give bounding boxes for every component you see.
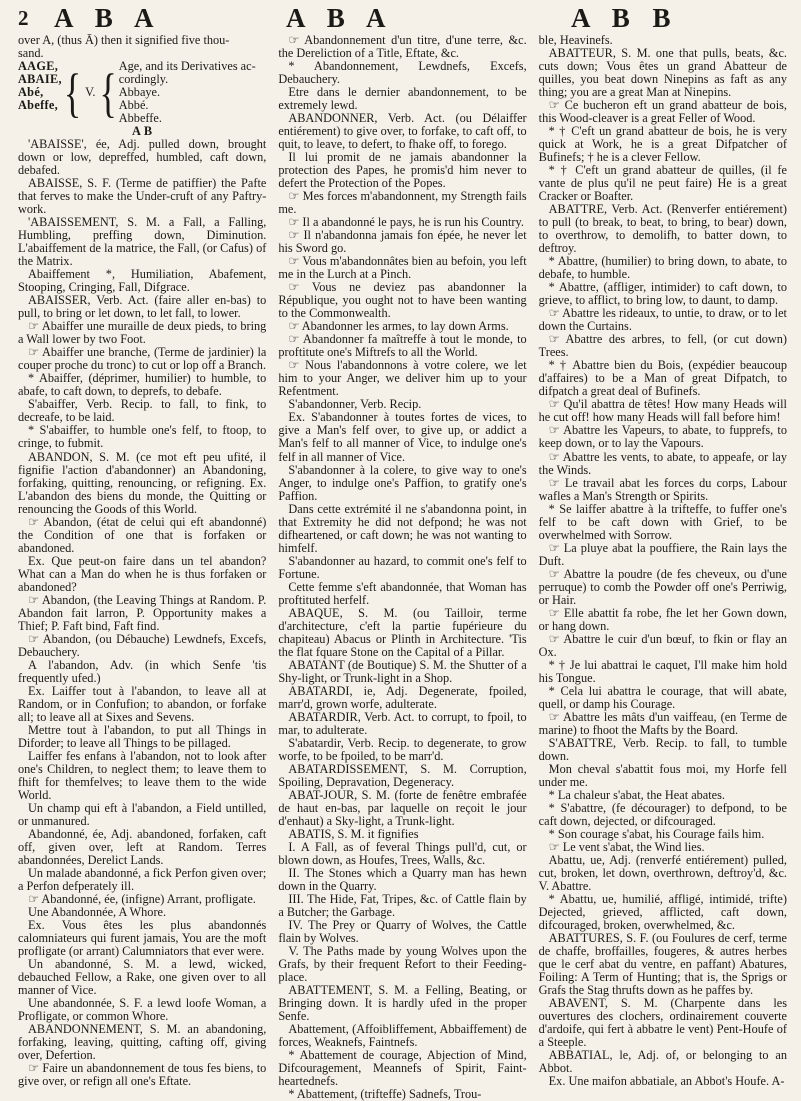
dictionary-entry: S'abatardir, Verb. Recip. to degenerate, to grow worfe, to be fpoiled, to be marr'd. [278,735,527,763]
cross-reference-group [18,60,266,125]
dictionary-entry: ☞ Vous m'abandonnâtes bien au befoin, you left me in the Lurch at a Pinch. [278,254,527,282]
entry-continuation: over A, (thus Ā) then it signified five thou- [18,33,230,47]
dictionary-entry: ☞ Abattre la poudre (de fes cheveux, ou d'une perruque) to comb the Powder off one's Perriwig, or Hair. [538,566,787,607]
brace-term: Abbaye. [118,85,161,100]
dictionary-entry: ☞ Abandonnement d'un titre, d'une terre, &c. the Dereliction of a Title, Eftate, &c. [278,33,527,61]
dictionary-entry: * Abattement, (trifteffe) Sadnefs, Trou- [288,1087,482,1101]
entry-continuation: sand. [18,46,44,61]
dictionary-entry: ABATARDISSEMENT, S. M. Corruption, Spoiling, Depravation, Degeneracy. [278,761,527,789]
brace-symbol: { [63,62,82,123]
dictionary-entry: ABATIS, S. M. it fignifies [288,826,419,841]
dictionary-entry: ABATARDIR, Verb. Act. to corrupt, to fpoil, to mar, to adulterate. [278,709,527,737]
dictionary-entry: * Abaiffer, (déprimer, humilier) to humble, to abafe, to caft down, to deprefs, to debafe. [18,371,267,399]
dictionary-entry: Abaiffement *, Humiliation, Abafement, Stooping, Cringing, Fall, Difgrace. [18,267,267,295]
dictionary-entry: ABATTEMENT, S. M. a Felling, Beating, or Bringing down. It is hardly ufed in the proper Senfe. [278,983,527,1024]
dictionary-entry: S'abandonner, Verb. Recip. [288,397,422,412]
dictionary-entry: 'ABAISSEMENT, S. M. a Fall, a Falling, Humbling, preffing down, Diminution. L'abaiffement de la matrice, the Fall, (or Cafus) of the Matrix. [18,215,267,269]
brace-right-terms [119,60,256,125]
brace-symbol: { [99,62,117,123]
dictionary-entry: * Abandonnement, Lewdnefs, Excefs, Debauchery. [278,59,527,87]
brace-term: Abbé. [118,98,149,113]
running-head-center: A B A [286,3,394,33]
dictionary-entry: ☞ Il a abandonné le pays, he is run his Country. [288,215,524,230]
brace-term: Abbeffe. [118,111,162,126]
dictionary-entry: Abattu, ue, Adj. (renverfé entiérement) pulled, cut, broken, let down, overthrown, deftroy'd, &c. V. Abattre. [538,852,787,894]
dictionary-entry: S'abaiffer, Verb. Recip. to fall, to fink, to decreafe, to be laid. [18,397,267,425]
dictionary-entry: S'abandonner au hazard, to commit one's felf to Fortune. [278,553,527,581]
dictionary-entry: ABATTRE, Verb. Act. (Renverfer entiérement) to pull (to break, to beat, to bring, to bear) down, to overthrow, to demolifh, to batter down, to deftroy. [538,202,787,256]
dictionary-entry: ☞ Nous l'abandonnons à votre colere, we let him to your Anger, we deliver him up to your Refentment. [278,358,527,399]
dictionary-entry: Abattement, (Affoibliffement, Abbaiffement) de forces, Weaknefs, Faintnefs. [278,1022,527,1050]
dictionary-entry: ☞ Abaiffer une muraille de deux pieds, to bring a Wall lower by two Foot. [18,319,267,347]
dictionary-entry: Un malade abandonné, a fick Perfon given over; a Perfon defperately ill. [18,866,267,894]
dictionary-entry: Une abandonnée, S. F. a lewd loofe Woman, a Profligate, or common Whore. [18,996,267,1024]
dictionary-entry: ABAT-JOUR, S. M. (forte de fenêtre embrafée de haut en-bas, par laquelle on reçoit le jour d'enhaut) a Sky-light, a Trunk-light. [278,787,527,828]
dictionary-entry: ABATTURES, S. F. (ou Foulures de cerf, terme de chaffe, broffailles, fougeres, & autres herbes que le cerf abat du ventre, en paffant) Abatures, Foiling: A Term of Hunting; that is, the Sprigs or Grafs the Stag thrufts down as he paffes by. [538,931,787,998]
brace-left-terms [18,60,62,125]
brace-term: Abé, [18,85,44,100]
dictionary-entry: A l'abandon, Adv. (in which Senfe 'tis frequently ufed.) [18,657,267,685]
dictionary-entry: I. A Fall, as of feveral Things pull'd, cut, or blown down, as Houfes, Trees, Walls, &c. [278,839,527,867]
dictionary-entry: V. The Paths made by young Wolves upon the Grafs, by their frequent Refort to their Feeding-place. [278,944,527,985]
dictionary-entry: S'ABATTRE, Verb. Recip. to fall, to tumble down. [538,735,787,763]
dictionary-entry: ABAQUE, S. M. (ou Tailloir, terme d'architecture, c'eft la partie fupérieure du chapiteau) Abacus or Plinth in Architecture. 'Tis the flat fquare Stone on the Capital of a Pillar. [278,605,527,659]
dictionary-entry: ABANDON, S. M. (ce mot eft peu ufité, il fignifie l'action d'abandonner) an Abandoning, forfaking, quitting, renouncing, or refigning. Ex. L'abandon des biens du monde, the Quitting or renouncing the Goods of this World. [18,449,267,516]
running-head-left: A B A [54,3,162,33]
dictionary-entry: Ex. Laiffer tout à l'abandon, to leave all at Random, or in Confufion; to abandon, or forfake all; to leave all at Sixes and Sevens. [18,683,267,724]
dictionary-entry: * S'abattre, (fe décourager) to defpond, to be caft down, dejected, or difcouraged. [538,800,787,828]
dictionary-entry: * † C'eft un grand abatteur de quilles, (il fe vante de plus qu'il ne peut faire) He is a great Cracker or Boafter. [538,163,787,204]
dictionary-entry: IV. The Prey or Quarry of Wolves, the Cattle flain by Wolves. [278,918,527,946]
dictionary-entry: ☞ Abattre des arbres, to fell, (or cut down) Trees. [538,332,787,360]
dictionary-entry: Une Abandonnée, A Whore. [28,905,167,920]
dictionary-entry: Ex. S'abandonner à toutes fortes de vices, to give a Man's felf over, to give up, or addict a Man's felf to all manner of Vice, to indulge one's felf in all manner of Vice. [278,410,527,464]
dictionary-entry: ☞ Abattre les Vapeurs, to abate, to fupprefs, to keep down, or to lay the Vapours. [538,423,787,451]
dictionary-entry: ABANDONNEMENT, S. M. an abandoning, forfaking, leaving, quitting, cafting off, giving over, Defertion. [18,1022,267,1063]
dictionary-entry: ABATANT (de Boutique) S. M. the Shutter of a Shy-light, or Trunk-light in a Shop. [278,657,527,685]
dictionary-entry: Mettre tout à l'abandon, to put all Things in Diforder; to leave all Things to be pillaged. [18,722,267,750]
dictionary-entry: * Son courage s'abat, his Courage fails him. [548,826,765,841]
brace-term: ABAIE, [18,72,62,87]
dictionary-entry: ABAVENT, S. M. (Charpente dans les ouvertures des clochers, ordinairement couverte d'ardoife, qui fert à abbatre le vent) Pent-Houfe of a Steeple. [538,996,787,1050]
dictionary-entry: * Abattu, ue, humilié, affligé, intimidé, trifte) Dejected, grieved, afflicted, caft down, difcouraged, broken, overwhelmed, &c. [538,892,787,933]
dictionary-entry: Ex. Que peut-on faire dans un tel abandon? What can a Man do when he is thus forfaken or abandoned? [18,553,267,594]
dictionary-entry: ☞ Elle abattit fa robe, fhe let her Gown down, or hang down. [538,605,787,633]
dictionary-entry: ☞ Abandon, (the Leaving Things at Random. P. Abandon fait larron, P. Opportunity makes a Thief; P. Faft bind, Faft find. [18,592,267,633]
dictionary-entry: Un abandonné, S. M. a lewd, wicked, debauched Fellow, a Rake, one given over to all manner of Vice. [18,957,267,998]
dictionary-entry: * Abattre, (affliger, intimider) to caft down, to grieve, to afflict, to bring low, to daunt, to damp. [538,280,787,308]
dictionary-entry: ☞ Abandonner les armes, to lay down Arms. [288,319,509,334]
dictionary-entry: ☞ Abandon, (état de celui qui eft abandonné) the Condition of one that is forfaken or abandoned. [18,514,267,555]
dictionary-entry: Abandonné, ée, Adj. abandoned, forfaken, caft off, given over, left at Random. Terres abandonnées, Derelict Lands. [18,826,267,867]
dictionary-entry: ☞ Ce bucheron eft un grand abatteur de bois, this Wood-cleaver is a great Feller of Wood. [538,98,787,126]
dictionary-entry: ☞ La pluye abat la pouffiere, the Rain lays the Duft. [538,540,787,568]
dictionary-entry: ☞ Faire un abandonnement de tous fes biens, to give over, or refign all one's Eftate. [18,1061,267,1089]
dictionary-entry: * S'abaiffer, to humble one's felf, to ftoop, to cringe, to fubmit. [18,423,267,451]
brace-term: AAGE, [18,59,59,74]
dictionary-entry: Mon cheval s'abattit fous moi, my Horfe fell under me. [538,761,787,789]
dictionary-entry: ABAISSER, Verb. Act. (faire aller en-bas) to pull, to bring or let down, to let fall, to lower. [18,293,267,321]
dictionary-entry: 'ABAISSE', ée, Adj. pulled down, brought down or low, depreffed, humbled, caft down, debafed. [18,137,267,178]
dictionary-entry: * Cela lui abattra le courage, that will abate, quell, or damp his Courage. [538,683,787,711]
dictionary-entry: * La chaleur s'abat, the Heat abates. [548,787,725,802]
brace-term: Abeffe, [18,98,58,113]
dictionary-entry: ☞ Abattre le cuir d'un bœuf, to fkin or flay an Ox. [538,631,787,659]
dictionary-entry: * † Abattre bien du Bois, (expédier beaucoup d'affaires) to be a Man of great Difpatch, to difpatch a great deal of Bufinefs. [538,358,787,399]
dictionary-entry: ☞ Abandonner fa maîtreffe à tout le monde, to proftitute one's Miftrefs to all the World. [278,332,527,360]
dictionary-entry: Ex. Vous êtes les plus abandonnés calomniateurs qui furent jamais, You are the moft profligate (or arrant) Calumniators that ever were. [18,918,267,959]
dictionary-entry: ABATARDI, ie, Adj. Degenerate, fpoiled, marr'd, grown worfe, adulterate. [278,683,527,711]
dictionary-entry: ☞ Abandonné, ée, (infigne) Arrant, profligate. [28,892,256,907]
dictionary-entry: * Abattre, (humilier) to bring down, to abate, to debafe, to humble. [538,254,787,282]
dictionary-entry: Il lui promit de ne jamais abandonner la protection des Papes, he promis'd him never to defert the Protection of the Popes. [278,150,527,191]
columns [18,34,787,1101]
brace-term: cordingly. [118,72,169,87]
dictionary-entry: S'abandonner à la colere, to give way to one's Anger, to indulge one's Paffion, to gratify one's Paffion. [278,462,527,503]
page-number: 2 [18,6,29,30]
dictionary-entry: ☞ Mes forces m'abandonnent, my Strength fails me. [278,189,527,217]
dictionary-entry: III. The Hide, Fat, Tripes, &c. of Cattle flain by a Butcher; the Garbage. [278,892,527,920]
dictionary-entry: ABAISSE, S. F. (Terme de patiffier) the Pafte that ferves to make the Under-cruft of any Paftry-work. [18,176,267,217]
dictionary-entry: ☞ Le vent s'abat, the Wind lies. [548,839,705,854]
dictionary-entry: * † C'eft un grand abatteur de bois, he is very quick at Work, he is a great Difpatcher of Bufinefs; † he is a clever Fellow. [538,124,787,165]
section-letter: A B [131,124,153,139]
dictionary-entry: ☞ Abandon, (ou Débauche) Lewdnefs, Excefs, Debauchery. [18,631,267,659]
dictionary-entry: ABATTEUR, S. M. one that pulls, beats, &c. cuts down; Vous êtes un grand Abatteur de quilles, you beat down Ninepins as faft as any thing; you are a great Man at Ninepins. [538,46,787,100]
dictionary-entry: Ex. Une maifon abbatiale, an Abbot's Houfe. A- [548,1074,785,1089]
brace-mid-label: V. [85,85,96,100]
dictionary-entry: ABBATIAL, le, Adj. of, or belonging to an Abbot. [538,1048,787,1076]
dictionary-entry: * † Je lui abattrai le caquet, I'll make him hold his Tongue. [538,657,787,685]
brace-term: Age, and its Derivatives ac- [118,59,256,74]
dictionary-entry: ABANDONNER, Verb. Act. (ou Délaiffer entiérement) to give over, to forfake, to caft off, to quit, to leave, to defert, to fhake off, to forego. [278,111,527,152]
dictionary-entry: ☞ Le travail abat les forces du corps, Labour wafles a Man's Strength or Spirits. [538,475,787,503]
dictionary-entry: ☞ Il n'abandonna jamais fon épée, he never let his Sword go. [278,228,527,256]
dictionary-entry: Dans cette extrémité il ne s'abandonna point, in that Extremity he did not defpond; he was not difheartened, or caft down; he was not wanting to himfelf. [278,501,527,555]
dictionary-entry: Laiffer fes enfans à l'abandon, not to look after one's Children, to neglect them; to leave them to fhift for themfelves; to leave them to the wide World. [18,748,267,802]
column-2 [278,34,526,1101]
running-head-right: A B B [571,3,679,33]
dictionary-entry: ☞ Abattre les vents, to abate, to appeafe, or lay the Winds. [538,449,787,477]
entry-continuation: ble, Heavinefs. [538,33,613,47]
dictionary-entry: ☞ Abaiffer une branche, (Terme de jardinier) la couper proche du tronc) to cut or lop off a Branch. [18,345,267,373]
dictionary-entry: ☞ Qu'il abattra de têtes! How many Heads will he cut off! how many Heads will fall before him! [538,397,787,425]
column-1 [18,34,266,1101]
dictionary-entry: ☞ Vous ne deviez pas abandonner la République, you ought not to have been wanting to the Commonwealth. [278,280,527,321]
column-3 [539,34,787,1101]
page-header [18,0,787,34]
dictionary-entry: ☞ Abattre les mâts d'un vaiffeau, (en Terme de marine) to fhoot the Mafts by the Board. [538,709,787,737]
dictionary-entry: Etre dans le dernier abandonnement, to be extremely lewd. [278,85,527,113]
dictionary-entry: II. The Stones which a Quarry man has hewn down in the Quarry. [278,866,527,894]
dictionary-entry: ☞ Abattre les rideaux, to untie, to draw, or to let down the Curtains. [538,306,787,334]
dictionary-entry: Un champ qui eft à l'abandon, a Field untilled, or unmanured. [18,800,267,828]
dictionary-entry: * Abattement de courage, Abjection of Mind, Difcouragement, Meannefs of Spirit, Faint-heartednefs. [278,1048,527,1089]
dictionary-entry: * Se laiffer abattre à la trifteffe, to fuffer one's felf to be caft down with Grief, to be overwhelmed with Sorrow. [538,501,787,542]
dictionary-entry: Cette femme s'eft abandonnée, that Woman has proftituted herfelf. [278,579,527,607]
